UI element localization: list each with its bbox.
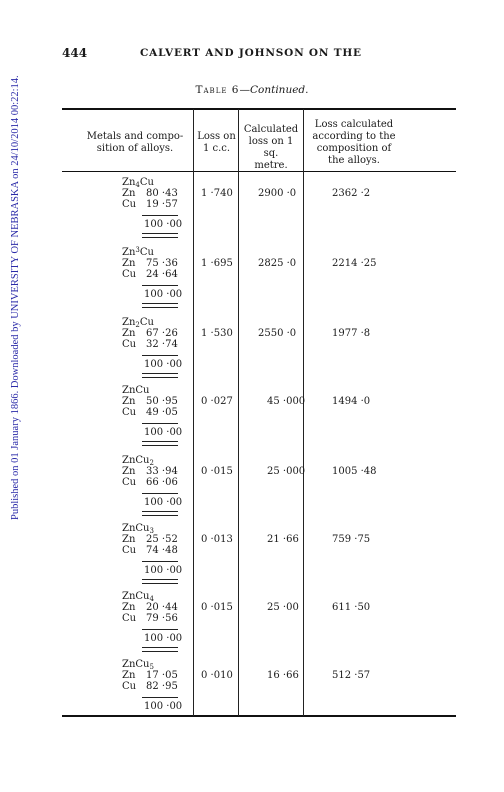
loss-per-cc: 0 ·027 [201, 396, 233, 407]
zinc-percent: 75 ·36 [146, 258, 178, 269]
column-divider-2 [238, 109, 239, 716]
formula-zn: Zn [122, 385, 136, 396]
zinc-percent: 67 ·26 [146, 328, 178, 339]
double-rule [142, 441, 178, 446]
header-composition-line1: Loss calculated [314, 119, 394, 130]
zinc-percent: 50 ·95 [146, 396, 178, 407]
composition-loss: 2214 ·25 [332, 258, 377, 269]
header-calculated-line2: loss on 1 sq. [248, 136, 294, 159]
loss-per-cc: 0 ·013 [201, 534, 233, 545]
formula-cu-subscript: 2 [149, 459, 154, 467]
header-metals-line2: sition of alloys. [96, 143, 174, 154]
composition-total: 100 ·00 [144, 633, 183, 644]
zinc-label: Zn [122, 534, 136, 545]
table-top-rule [62, 108, 456, 110]
composition-loss: 1494 ·0 [332, 396, 371, 407]
sum-rule [142, 423, 178, 424]
formula-cu: Cu [139, 177, 154, 188]
sum-rule [142, 697, 178, 698]
zinc-percent: 20 ·44 [146, 602, 178, 613]
formula-zn: Zn [122, 659, 136, 670]
composition-total: 100 ·00 [144, 427, 183, 438]
zinc-label: Zn [122, 258, 136, 269]
composition-total: 100 ·00 [144, 701, 183, 712]
table-label: Table 6 [195, 84, 240, 96]
sum-rule [142, 561, 178, 562]
page-number: 444 [62, 46, 88, 60]
sum-rule [142, 355, 178, 356]
calculated-loss: 25 ·000 [267, 466, 306, 477]
header-calculated [240, 124, 302, 172]
sum-rule [142, 629, 178, 630]
double-rule [142, 579, 178, 584]
zinc-label: Zn [122, 602, 136, 613]
header-composition-line2: according to the [312, 131, 396, 142]
double-rule [142, 511, 178, 516]
header-loss-line2: 1 c.c. [202, 143, 231, 154]
download-watermark [0, 0, 20, 792]
formula-cu-subscript: 3 [149, 527, 154, 535]
formula-zn: Zn [122, 523, 136, 534]
copper-label: Cu [122, 339, 137, 350]
formula-zn-superscript: 3 [135, 246, 140, 254]
sum-rule [142, 215, 178, 216]
copper-percent: 49 ·05 [146, 407, 178, 418]
calculated-loss: 25 ·00 [267, 602, 299, 613]
loss-per-cc: 1 ·740 [201, 188, 233, 199]
formula-cu-subscript: 4 [149, 595, 154, 603]
copper-label: Cu [122, 269, 137, 280]
sum-rule [142, 493, 178, 494]
zinc-label: Zn [122, 328, 136, 339]
zinc-percent: 80 ·43 [146, 188, 178, 199]
formula-cu-subscript: 5 [149, 663, 154, 671]
formula-cu: Cu [139, 317, 154, 328]
formula-cu: Cu [139, 247, 154, 258]
header-loss [195, 131, 238, 155]
table-continued: Continued. [249, 84, 309, 96]
calculated-loss: 2825 ·0 [258, 258, 297, 269]
header-metals [80, 131, 190, 155]
double-rule [142, 233, 178, 238]
formula-zn: Zn [122, 317, 136, 328]
copper-percent: 66 ·06 [146, 477, 178, 488]
composition-loss: 512 ·57 [332, 670, 371, 681]
copper-percent: 82 ·95 [146, 681, 178, 692]
table-bottom-rule [62, 715, 456, 717]
loss-per-cc: 0 ·010 [201, 670, 233, 681]
header-metals-line1: Metals and compo- [86, 131, 184, 142]
loss-per-cc: 0 ·015 [201, 466, 233, 477]
formula-zn: Zn [122, 247, 136, 258]
double-rule [142, 647, 178, 652]
watermark-text: Published on 01 January 1866. Downloaded by UNIVERSITY OF NEBRASKA on 24/10/2014 00:22:14. [10, 75, 21, 520]
copper-percent: 74 ·48 [146, 545, 178, 556]
copper-label: Cu [122, 477, 137, 488]
zinc-label: Zn [122, 670, 136, 681]
copper-percent: 19 ·57 [146, 199, 178, 210]
composition-loss: 611 ·50 [332, 602, 371, 613]
formula-cu: Cu [135, 523, 150, 534]
header-composition-line4: the alloys. [328, 155, 380, 166]
copper-label: Cu [122, 681, 137, 692]
zinc-label: Zn [122, 396, 136, 407]
header-calculated-line1: Calculated [243, 124, 299, 135]
copper-percent: 24 ·64 [146, 269, 178, 280]
header-composition [304, 119, 404, 167]
zinc-percent: 17 ·05 [146, 670, 178, 681]
zinc-label: Zn [122, 188, 136, 199]
zinc-label: Zn [122, 466, 136, 477]
composition-loss: 1977 ·8 [332, 328, 371, 339]
loss-per-cc: 0 ·015 [201, 602, 233, 613]
composition-loss: 759 ·75 [332, 534, 371, 545]
header-loss-line1: Loss on [197, 131, 236, 142]
zinc-percent: 33 ·94 [146, 466, 178, 477]
composition-total: 100 ·00 [144, 359, 183, 370]
running-title: CALVERT AND JOHNSON ON THE [140, 47, 362, 59]
formula-zn-subscript: 4 [135, 181, 140, 189]
header-composition-line3: composition of [316, 143, 392, 154]
composition-total: 100 ·00 [144, 289, 183, 300]
column-divider-3 [303, 109, 304, 716]
zinc-percent: 25 ·52 [146, 534, 178, 545]
formula-cu: Cu [135, 455, 150, 466]
calculated-loss: 45 ·000 [267, 396, 306, 407]
copper-label: Cu [122, 407, 137, 418]
formula-zn-subscript: 2 [135, 321, 140, 329]
composition-total: 100 ·00 [144, 497, 183, 508]
copper-label: Cu [122, 613, 137, 624]
composition-total: 100 ·00 [144, 565, 183, 576]
copper-percent: 79 ·56 [146, 613, 178, 624]
loss-per-cc: 1 ·530 [201, 328, 233, 339]
table-caption: Table 6—Continued. [195, 84, 309, 96]
copper-label: Cu [122, 545, 137, 556]
formula-zn: Zn [122, 177, 136, 188]
double-rule [142, 303, 178, 308]
double-rule [142, 373, 178, 378]
loss-per-cc: 1 ·695 [201, 258, 233, 269]
formula-cu: Cu [135, 385, 150, 396]
column-divider-1 [193, 109, 194, 716]
sum-rule [142, 285, 178, 286]
calculated-loss: 21 ·66 [267, 534, 299, 545]
calculated-loss: 2550 ·0 [258, 328, 297, 339]
calculated-loss: 2900 ·0 [258, 188, 297, 199]
formula-zn: Zn [122, 455, 136, 466]
formula-cu: Cu [135, 659, 150, 670]
formula-cu: Cu [135, 591, 150, 602]
calculated-loss: 16 ·66 [267, 670, 299, 681]
composition-loss: 2362 ·2 [332, 188, 371, 199]
formula-zn: Zn [122, 591, 136, 602]
copper-percent: 32 ·74 [146, 339, 178, 350]
composition-loss: 1005 ·48 [332, 466, 377, 477]
composition-total: 100 ·00 [144, 219, 183, 230]
header-calculated-line3: metre. [254, 160, 288, 171]
copper-label: Cu [122, 199, 137, 210]
